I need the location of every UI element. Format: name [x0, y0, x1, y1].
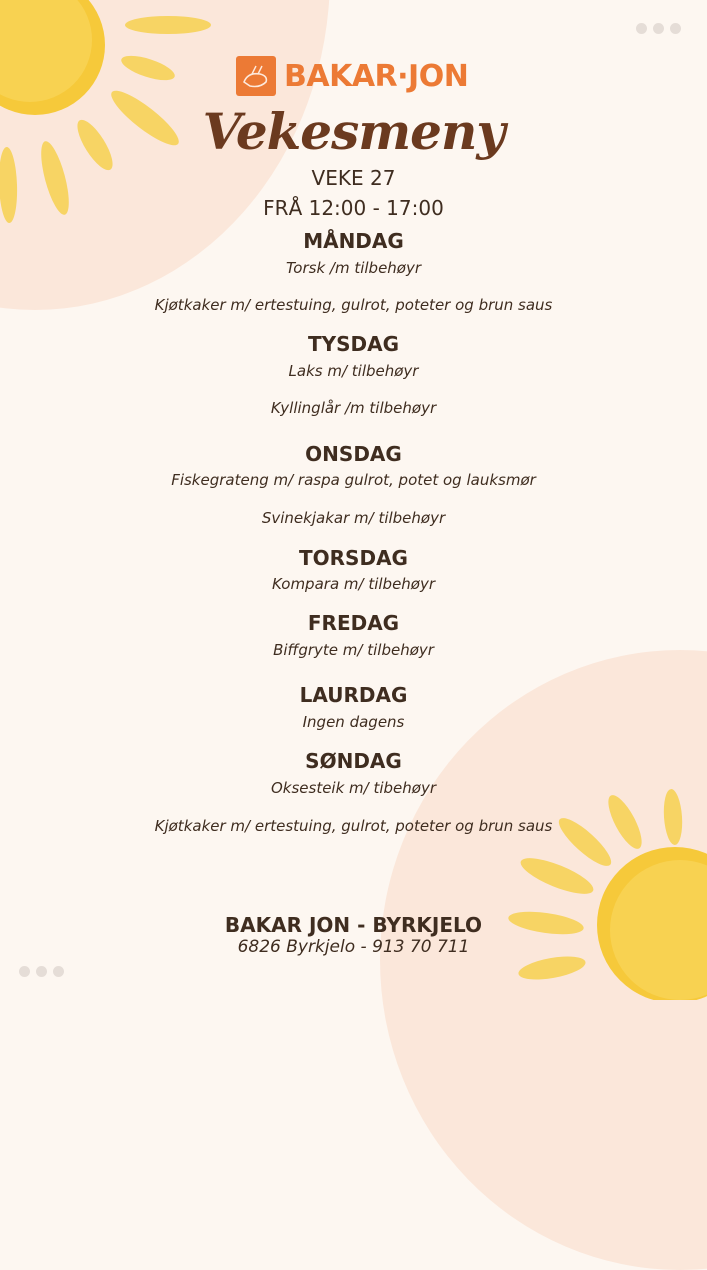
brand-name: BAKAR·JON: [284, 58, 469, 94]
dish-item: Torsk /m tilbehøyr: [285, 259, 422, 277]
day-heading-sunday: SØNDAG: [305, 749, 402, 773]
week-label: VEKE 27: [311, 166, 396, 190]
page-title: Vekesmeny: [202, 102, 505, 161]
dish-item: Biffgryte m/ tilbehøyr: [273, 641, 434, 659]
dish-item: Ingen dagens: [302, 713, 405, 731]
three-dots-top-right: [636, 23, 681, 34]
footer-address-phone: 6826 Byrkjelo - 913 70 711: [237, 937, 470, 957]
dish-item: Kjøtkaker m/ ertestuing, gulrot, poteter og brun saus: [154, 817, 553, 835]
dish-item: Kompara m/ tilbehøyr: [271, 575, 436, 593]
dish-item: Laks m/ tilbehøyr: [288, 362, 419, 380]
bakery-logo-icon: [236, 56, 276, 96]
sun-illustration-bottom-right: [500, 780, 707, 1000]
day-heading-thursday: TORSDAG: [299, 546, 408, 570]
day-heading-monday: MÅNDAG: [303, 229, 404, 253]
day-heading-saturday: LAURDAG: [299, 683, 408, 707]
three-dots-bottom-left: [19, 966, 64, 977]
day-heading-friday: FREDAG: [307, 611, 400, 635]
dish-item: Fiskegrateng m/ raspa gulrot, potet og lauksmør: [171, 471, 536, 489]
day-heading-tuesday: TYSDAG: [307, 332, 400, 356]
dish-item: Kjøtkaker m/ ertestuing, gulrot, poteter og brun saus: [154, 296, 553, 314]
brand-logo: [236, 55, 468, 97]
day-heading-wednesday: ONSDAG: [305, 442, 402, 466]
dish-item: Oksesteik m/ tibehøyr: [270, 779, 437, 797]
opening-hours: FRÅ 12:00 - 17:00: [263, 196, 444, 220]
dish-item: Svinekjakar m/ tilbehøyr: [261, 509, 446, 527]
footer-business-name: BAKAR JON - BYRKJELO: [224, 913, 483, 937]
dish-item: Kyllinglår /m tilbehøyr: [270, 399, 437, 417]
